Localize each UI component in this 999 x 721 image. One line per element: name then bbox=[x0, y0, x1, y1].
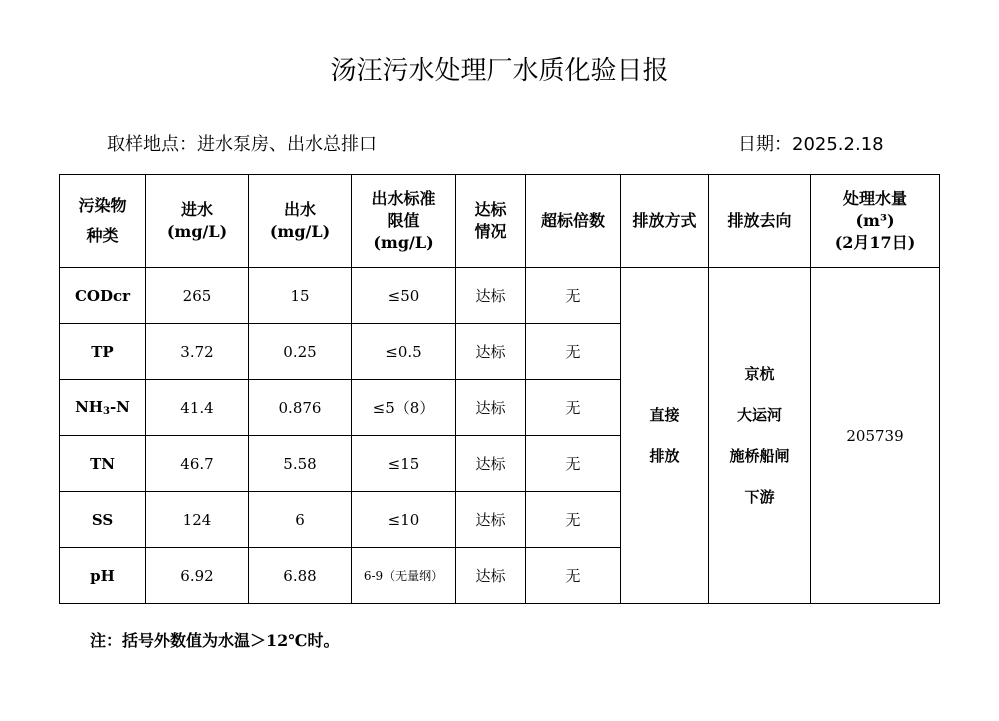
exceed-cell: 无 bbox=[526, 324, 621, 380]
effluent-cell: 6 bbox=[249, 492, 352, 548]
report-title: 汤汪污水处理厂水质化验日报 bbox=[330, 56, 669, 86]
table-row bbox=[60, 268, 940, 324]
limit-cell: ≤15 bbox=[352, 436, 456, 492]
header-discharge-destination: 排放去向 bbox=[709, 175, 811, 268]
compliance-cell: 达标 bbox=[456, 380, 526, 436]
effluent-cell: 15 bbox=[249, 268, 352, 324]
discharge-destination-cell: 京杭 大运河 施桥船闸 下游 bbox=[709, 268, 811, 604]
sampling-location: 取样地点：进水泵房、出水总排口 bbox=[107, 134, 377, 155]
treated-volume-cell: 205739 bbox=[811, 268, 940, 604]
footnote: 注：括号外数值为水温＞12℃时。 bbox=[90, 631, 340, 650]
exceed-cell: 无 bbox=[526, 548, 621, 604]
pollutant-cell: TN bbox=[60, 436, 146, 492]
header-compliance: 达标 情况 bbox=[456, 175, 526, 268]
discharge-method-cell: 直接 排放 bbox=[621, 268, 709, 604]
limit-cell: ≤10 bbox=[352, 492, 456, 548]
exceed-cell: 无 bbox=[526, 268, 621, 324]
compliance-cell: 达标 bbox=[456, 492, 526, 548]
limit-cell: 6-9（无量纲） bbox=[352, 548, 456, 604]
header-treated-volume: 处理水量 (m³) (2月17日) bbox=[811, 175, 940, 268]
exceed-cell: 无 bbox=[526, 436, 621, 492]
influent-cell: 265 bbox=[146, 268, 249, 324]
compliance-cell: 达标 bbox=[456, 324, 526, 380]
header-influent: 进水 (mg/L) bbox=[146, 175, 249, 268]
influent-cell: 41.4 bbox=[146, 380, 249, 436]
exceed-cell: 无 bbox=[526, 492, 621, 548]
compliance-cell: 达标 bbox=[456, 548, 526, 604]
report-date: 日期：2025.2.18 bbox=[738, 134, 884, 155]
limit-cell: ≤0.5 bbox=[352, 324, 456, 380]
compliance-cell: 达标 bbox=[456, 268, 526, 324]
influent-cell: 6.92 bbox=[146, 548, 249, 604]
effluent-cell: 6.88 bbox=[249, 548, 352, 604]
influent-cell: 3.72 bbox=[146, 324, 249, 380]
limit-cell: ≤5（8） bbox=[352, 380, 456, 436]
header-pollutant: 污染物 种类 bbox=[60, 175, 146, 268]
header-row bbox=[60, 175, 940, 268]
pollutant-cell: TP bbox=[60, 324, 146, 380]
header-discharge-method: 排放方式 bbox=[621, 175, 709, 268]
influent-cell: 46.7 bbox=[146, 436, 249, 492]
pollutant-cell: $NH_3-N$ bbox=[60, 380, 146, 436]
effluent-cell: 0.25 bbox=[249, 324, 352, 380]
effluent-cell: 5.58 bbox=[249, 436, 352, 492]
header-limit: 出水标准 限值 (mg/L) bbox=[352, 175, 456, 268]
exceed-cell: 无 bbox=[526, 380, 621, 436]
pollutant-cell: pH bbox=[60, 548, 146, 604]
pollutant-cell: SS bbox=[60, 492, 146, 548]
limit-cell: ≤50 bbox=[352, 268, 456, 324]
pollutant-cell: CODcr bbox=[60, 268, 146, 324]
compliance-cell: 达标 bbox=[456, 436, 526, 492]
influent-cell: 124 bbox=[146, 492, 249, 548]
effluent-cell: 0.876 bbox=[249, 380, 352, 436]
header-effluent: 出水 (mg/L) bbox=[249, 175, 352, 268]
header-exceed-multiple: 超标倍数 bbox=[526, 175, 621, 268]
water-quality-table bbox=[59, 174, 940, 604]
